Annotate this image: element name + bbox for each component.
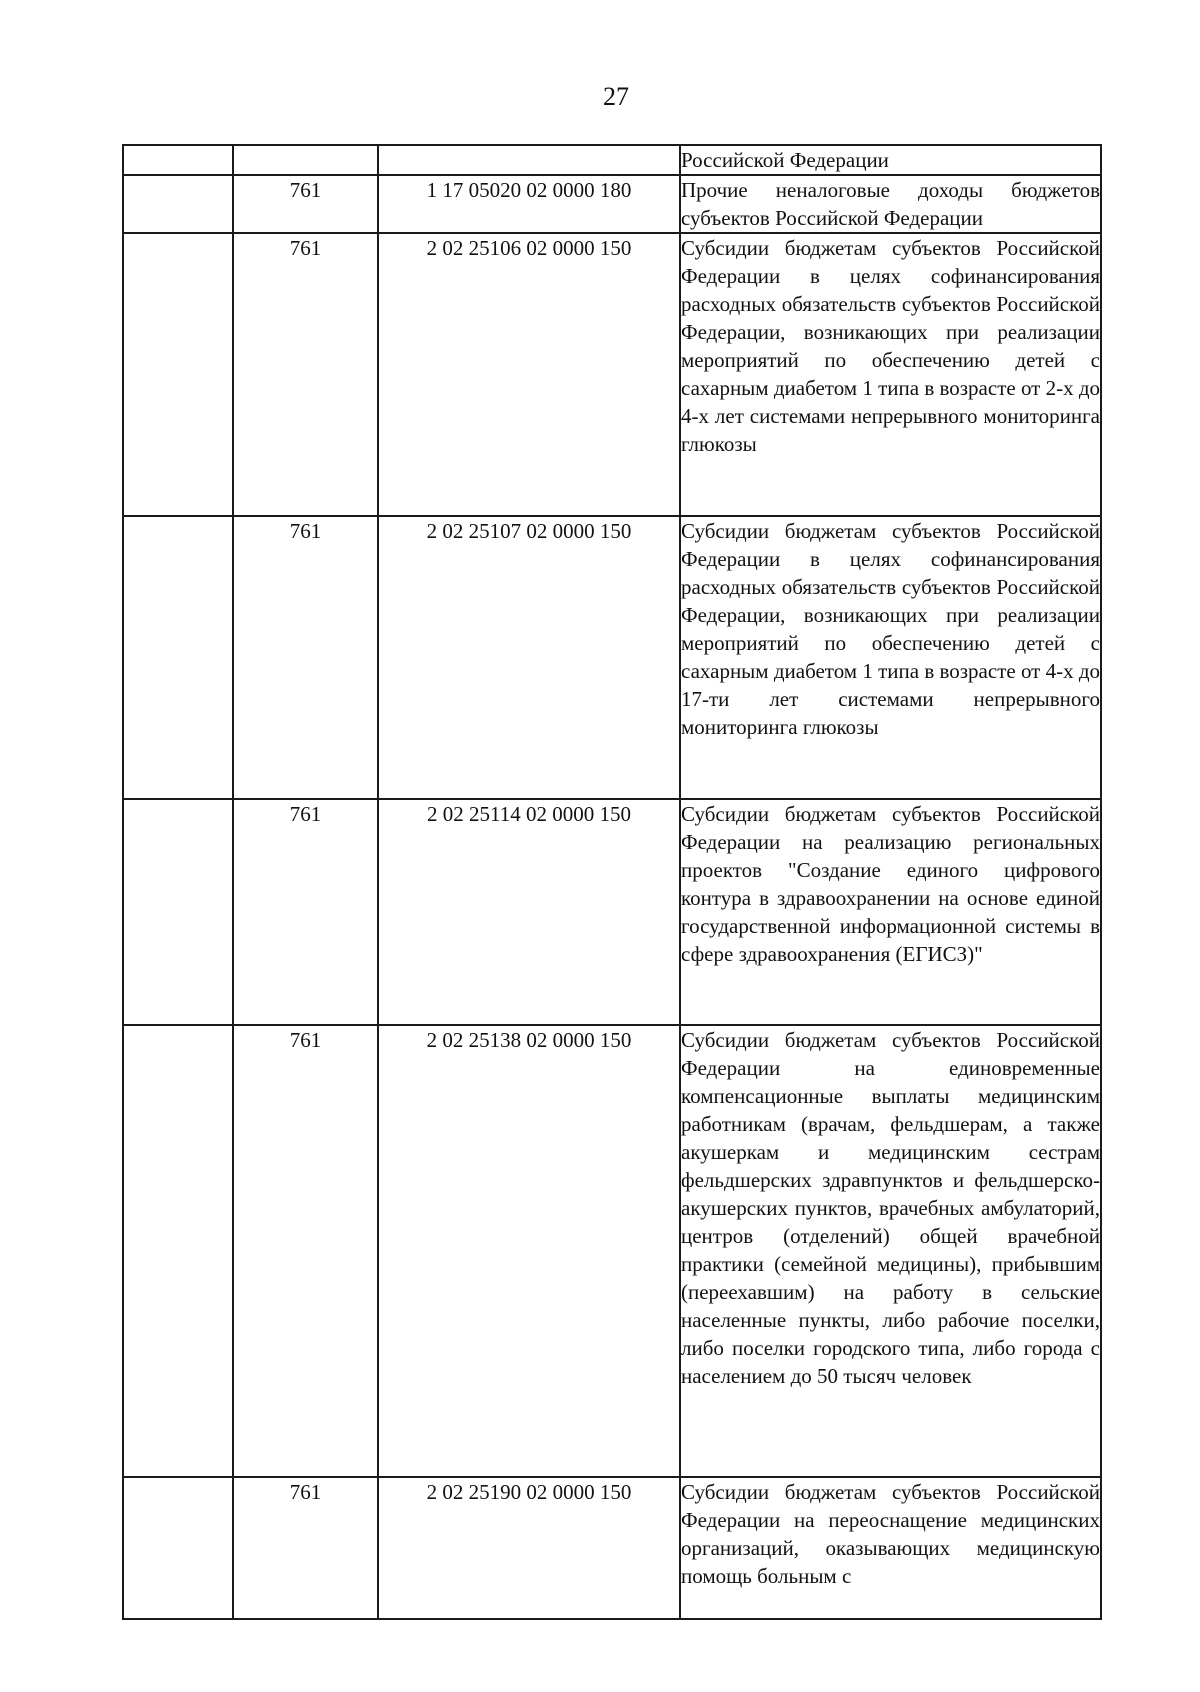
revenue-name-cell: Субсидии бюджетам субъектов Российской Федерации на переоснащение медицинских организаций, оказывающих медицинскую помощь больным с [680,1477,1101,1619]
revenue-classification-table [122,144,1102,1620]
empty-cell [123,516,233,799]
admin-code-cell [233,145,378,175]
budget-code-cell: 2 02 25107 02 0000 150 [378,516,680,799]
table-row [123,1477,1101,1619]
revenue-name-cell: Российской Федерации [680,145,1101,175]
budget-code-cell [378,145,680,175]
empty-cell [123,799,233,1025]
budget-code-cell: 2 02 25138 02 0000 150 [378,1025,680,1477]
admin-code-cell: 761 [233,233,378,516]
table-row [123,233,1101,516]
budget-code-cell: 2 02 25114 02 0000 150 [378,799,680,1025]
table-row [123,516,1101,799]
admin-code-cell: 761 [233,175,378,233]
revenue-name-cell: Субсидии бюджетам субъектов Российской Федерации в целях софинансирования расходных обязательств субъектов Российской Федерации, возникающих при реализации мероприятий по обеспечению детей с сахарным диабетом 1 типа в возрасте от 4-х до 17-ти лет системами непрерывного мониторинга глюкозы [680,516,1101,799]
revenue-name-cell: Субсидии бюджетам субъектов Российской Федерации на реализацию региональных проектов "Создание единого цифрового контура в здравоохранении на основе единой государственной информационной системы в сфере здравоохранения (ЕГИСЗ)" [680,799,1101,1025]
budget-code-cell: 1 17 05020 02 0000 180 [378,175,680,233]
empty-cell [123,1477,233,1619]
admin-code-cell: 761 [233,516,378,799]
revenue-name-cell: Прочие неналоговые доходы бюджетов субъектов Российской Федерации [680,175,1101,233]
empty-cell [123,145,233,175]
table-row [123,1025,1101,1477]
revenue-name-cell: Субсидии бюджетам субъектов Российской Федерации в целях софинансирования расходных обязательств субъектов Российской Федерации, возникающих при реализации мероприятий по обеспечению детей с сахарным диабетом 1 типа в возрасте от 2-х до 4-х лет системами непрерывного мониторинга глюкозы [680,233,1101,516]
admin-code-cell: 761 [233,799,378,1025]
table-row [123,145,1101,175]
admin-code-cell: 761 [233,1025,378,1477]
table-row [123,799,1101,1025]
budget-code-cell: 2 02 25106 02 0000 150 [378,233,680,516]
admin-code-cell: 761 [233,1477,378,1619]
empty-cell [123,1025,233,1477]
revenue-name-cell: Субсидии бюджетам субъектов Российской Федерации на единовременные компенсационные выплаты медицинским работникам (врачам, фельдшерам, а также акушеркам и медицинским сестрам фельдшерских здравпунктов и фельдшерско-акушерских пунктов, врачебных амбулаторий, центров (отделений) общей врачебной практики (семейной медицины), прибывшим (переехавшим) на работу в сельские населенные пункты, либо рабочие поселки, либо поселки городского типа, либо города с населением до 50 тысяч человек [680,1025,1101,1477]
empty-cell [123,233,233,516]
page-number: 27 [603,82,629,111]
empty-cell [123,175,233,233]
budget-code-cell: 2 02 25190 02 0000 150 [378,1477,680,1619]
table-row [123,175,1101,233]
